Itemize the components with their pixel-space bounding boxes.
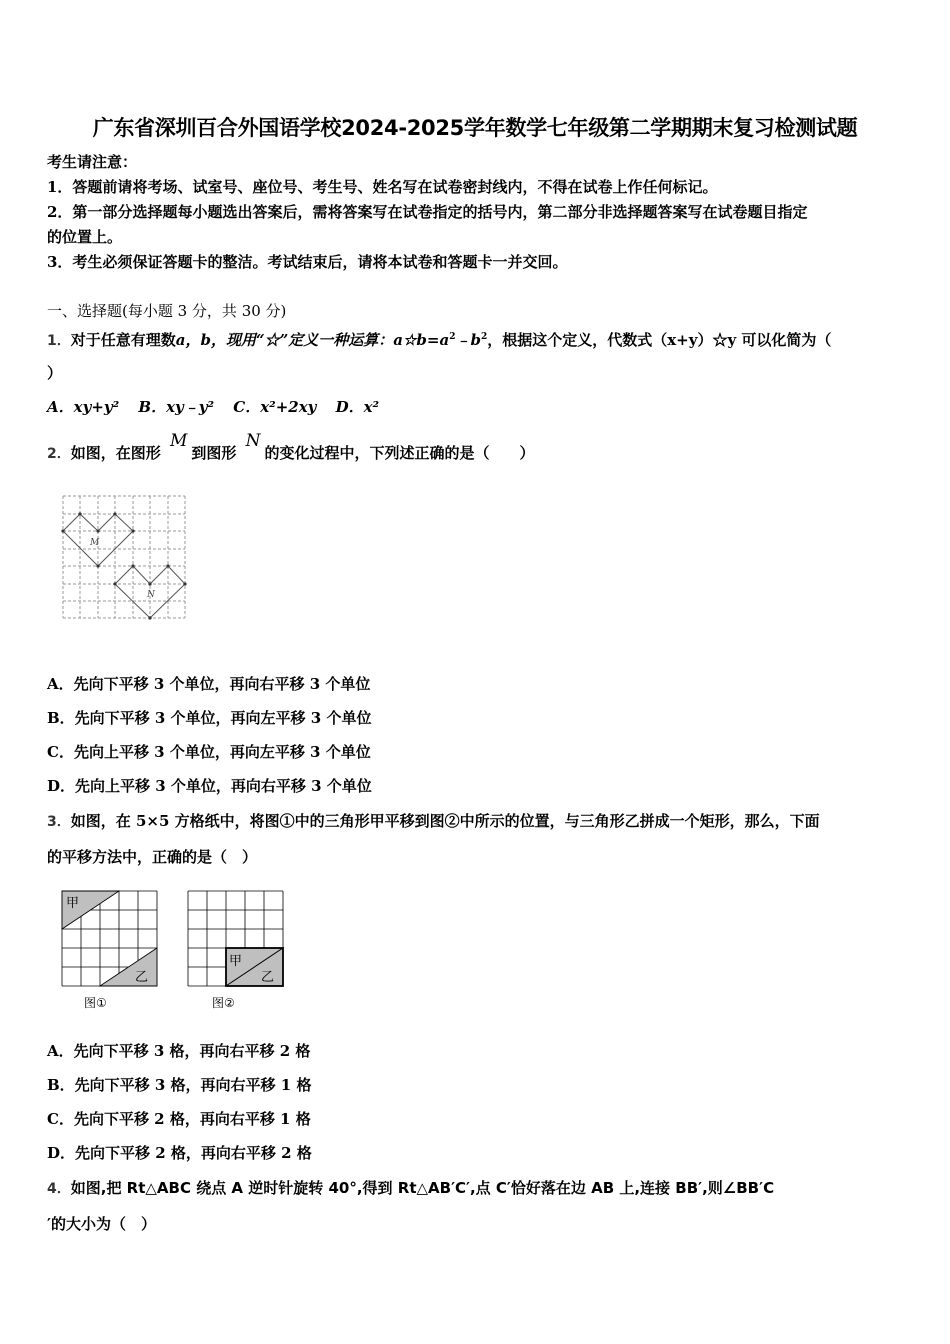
label-jia: 甲 [66,896,80,911]
option-a: A．xy+y² [47,398,120,416]
question-4: 4．如图,把 Rt△ABC 绕点 A 逆时针旋转 40°,得到 Rt△AB′C′,点 C′恰好落在边 AB 上,连接 BB′,则∠BB′C [47,1179,775,1197]
question-2: 2．如图，在图形 M到图形 N的变化过程中，下列述正确的是（ ） [47,431,535,462]
question-3-option: C．先向下平移 2 格，再向右平移 1 格 [47,1110,311,1128]
label-yi-2: 乙 [261,970,275,985]
question-1: 1．对于任意有理数a，b，现用“☆”定义一种运算：$a☆b=a^2﹣b^2$，根据这个定义，代数式（x+y）☆y 可以化简为（ [47,331,832,349]
question-number: 1． [47,333,71,349]
question-1-close: ） [47,364,63,382]
question-3-option: B．先向下平移 3 格，再向右平移 1 格 [47,1076,312,1094]
option-b: B．xy﹣y² [138,398,215,416]
question-3-option: D．先向下平移 2 格，再向右平移 2 格 [47,1144,312,1162]
section-heading: 一、选择题(每小题 3 分，共 30 分) [47,302,287,320]
notice-item: 的位置上。 [47,228,123,246]
question-1-options [47,397,379,417]
label-jia-2: 甲 [229,954,243,969]
question-2-option: C．先向上平移 3 个单位，再向左平移 3 个单位 [47,743,371,761]
label-yi: 乙 [135,970,149,985]
option-d: D．x² [335,398,380,416]
caption-fig2: 图② [212,996,235,1010]
option-c: C．x²+2xy [233,398,317,416]
question-3-option: A．先向下平移 3 格，再向右平移 2 格 [47,1042,311,1060]
grid-translation-figure [60,889,300,1021]
notice-heading: 考生请注意： [47,153,138,171]
question-3-line2: 的平移方法中，正确的是（ ） [47,848,258,866]
caption-fig1: 图① [84,996,107,1010]
paper-title: 广东省深圳百合外国语学校2024-2025学年数学七年级第二学期期末复习检测试题 [92,116,858,140]
question-4-line2: ′的大小为（ ） [47,1215,156,1233]
question-2-option: D．先向上平移 3 个单位，再向右平移 3 个单位 [47,777,372,795]
question-2-option: A．先向下平移 3 个单位，再向右平移 3 个单位 [47,675,371,693]
notice-item: 1．答题前请将考场、试室号、座位号、考生号、姓名写在试卷密封线内，不得在试卷上作任何标记。 [47,178,718,196]
label-n: N [147,590,155,600]
heart-translation-figure [60,493,188,621]
question-2-option: B．先向下平移 3 个单位，再向左平移 3 个单位 [47,709,372,727]
question-3: 3．如图，在 5×5 方格纸中，将图①中的三角形甲平移到图②中所示的位置，与三角形乙拼成一个矩形，那么，下面 [47,812,820,830]
label-m: M [90,538,100,548]
notice-item: 3．考生必须保证答题卡的整洁。考试结束后，请将本试卷和答题卡一并交回。 [47,253,568,271]
notice-item: 2．第一部分选择题每小题选出答案后，需将答案写在试卷指定的括号内，第二部分非选择题答案写在试卷题目指定 [47,203,808,221]
